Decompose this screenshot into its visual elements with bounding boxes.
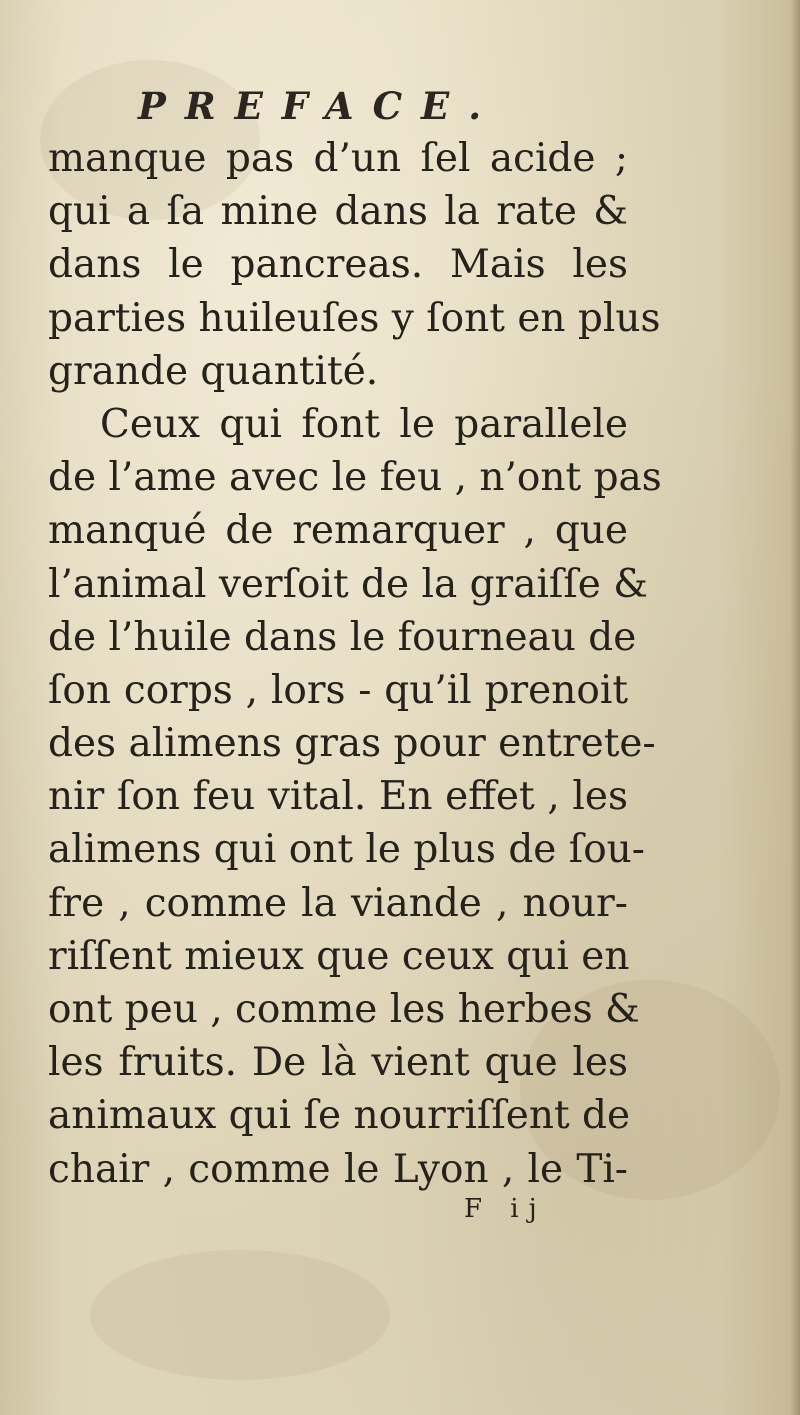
text-line: de l’huile dans le fourneau de <box>48 614 637 660</box>
text-line: les fruits. De là vient que les <box>48 1040 628 1086</box>
text-line: riſſent mieux que ceux qui en <box>48 933 630 979</box>
text-line: de l’ame avec le feu , n’ont pas <box>48 455 662 501</box>
text-line: manqué de remarquer , que <box>48 508 628 554</box>
text-line: fre , comme la viande , nour- <box>48 880 628 926</box>
text-line: chair , comme le Lyon , le Ti- <box>48 1146 628 1192</box>
text-line: animaux qui ſe nourriſſent de <box>48 1093 631 1139</box>
text-line: des alimens gras pour entrete- <box>48 721 656 767</box>
text-line: Ceux qui font le parallele <box>100 401 628 447</box>
signature-mark: F ij <box>464 1194 547 1224</box>
text-line: ſon corps , lors - qu’il prenoit <box>48 667 628 713</box>
text-line: nir ſon feu vital. En effet , les <box>48 774 628 820</box>
body-text <box>48 132 662 1196</box>
page-edge-shadow <box>790 0 800 1415</box>
text-line: manque pas d’un ſel acide ; <box>48 136 628 181</box>
paper-stain <box>90 1250 390 1380</box>
text-line: grande quantité. <box>48 348 379 394</box>
text-line: dans le pancreas. Mais les <box>48 242 628 288</box>
text-line: alimens qui ont le plus de ſou- <box>48 827 645 873</box>
text-line: ont peu , comme les herbes & <box>48 987 640 1032</box>
text-line: qui a ſa mine dans la rate & <box>48 189 628 235</box>
running-head: PREFACE. <box>138 84 501 128</box>
text-line: l’animal verſoit de la graiſſe & <box>48 561 648 607</box>
text-line: parties huileuſes y ſont en plus <box>48 295 661 341</box>
